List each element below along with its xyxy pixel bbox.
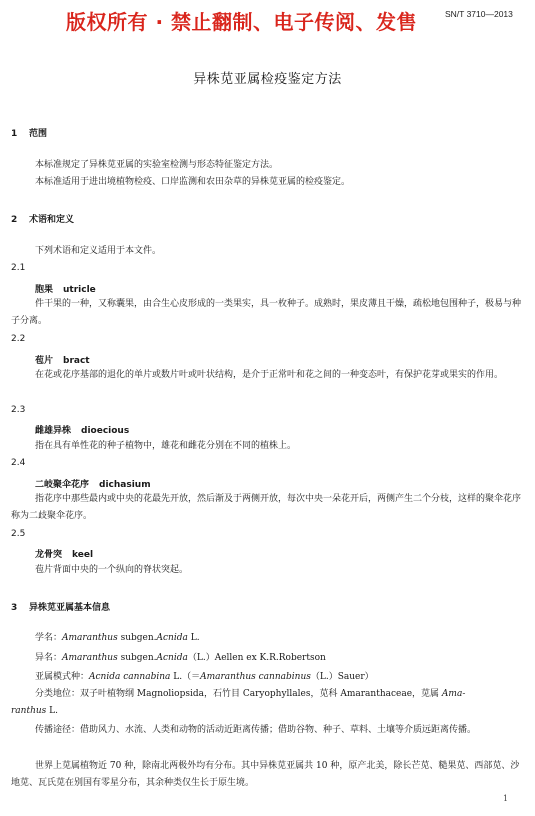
field-label: 学名： xyxy=(35,633,63,643)
genus-name-part-1: Ama- xyxy=(441,689,466,699)
section-2-heading xyxy=(11,212,74,225)
term-chinese: 二岐聚伞花序 xyxy=(35,480,90,490)
term-number: 2.5 xyxy=(11,529,26,539)
term-definition: 指花序中那些最内或中央的花最先开放，然后渐及于两侧开放，每次中央一朵花开后，两侧产生二个分枝，这样的聚伞花序称为二歧聚伞花序。 xyxy=(11,494,522,521)
species-synonym: Amaranthus cannabinus xyxy=(200,672,311,682)
term-chinese: 雌雄异株 xyxy=(35,426,72,436)
term-number: 2.3 xyxy=(11,405,26,415)
species-name: Acnida cannabina xyxy=(89,672,171,682)
term-number: 2.2 xyxy=(11,334,26,344)
term-english: keel xyxy=(72,550,94,560)
term-definition: 苞片背面中央的一个纵向的脊状突起。 xyxy=(35,565,189,575)
terms-intro: 下列术语和定义适用于本文件。 xyxy=(35,246,162,256)
distribution-paragraph: 世界上苋属植物近 70 种，除南北两极外均有分布。其中异株苋亚属共 10 种，原产北美，除长芒苋、糙果苋、西部苋、沙地苋、瓦氏苋在别国有零星分布，其余种类仅生长于原生境。 xyxy=(11,761,520,788)
page-number: 1 xyxy=(503,794,509,803)
rank-text: subgen. xyxy=(117,633,157,643)
standard-number: SN/T 3710—2013 xyxy=(445,9,513,19)
field-label: 异名： xyxy=(35,653,63,663)
term-heading xyxy=(35,547,93,560)
author-text: L. xyxy=(46,705,58,716)
subgenus-name: Acnida xyxy=(156,653,188,663)
term-number: 2.1 xyxy=(11,263,26,273)
genus-name: Amaranthus xyxy=(62,653,118,663)
term-english: dichasium xyxy=(99,480,151,490)
term-english: utricle xyxy=(63,285,96,295)
separator-text: L.（＝ xyxy=(170,672,201,682)
term-definition: 指在具有单性花的种子植物中，雄花和雌花分别在不同的植株上。 xyxy=(35,441,297,451)
rank-text: subgen. xyxy=(117,653,157,663)
transmission-paragraph: 传播途径：借助风力、水流、人类和动物的活动近距离传播；借助谷物、种子、草料、土壤等介质远距离传播。 xyxy=(35,725,477,735)
subgenus-name: Acnida xyxy=(156,633,188,643)
term-heading xyxy=(35,423,129,436)
term-heading xyxy=(35,353,90,366)
section-title: 范围 xyxy=(29,129,48,139)
scope-paragraph-1: 本标准规定了异株苋亚属的实验室检测与形态特征鉴定方法。 xyxy=(35,160,279,170)
term-number: 2.4 xyxy=(11,458,26,468)
term-definition: 在花或花序基部的退化的单片或数片叶或叶状结构，是介于正常叶和花之间的一种变态叶，有保护花芽或果实的作用。 xyxy=(35,370,504,380)
term-english: bract xyxy=(63,356,90,366)
scientific-name-line xyxy=(35,630,525,647)
genus-name-part-2: ranthus xyxy=(11,705,47,716)
section-title: 异株苋亚属基本信息 xyxy=(29,603,111,613)
section-title: 术语和定义 xyxy=(29,215,75,225)
scope-paragraph-2: 本标准适用于进出境植物检疫、口岸监测和农田杂草的异株苋亚属的检疫鉴定。 xyxy=(35,177,351,187)
term-chinese: 苞片 xyxy=(35,356,54,366)
term-definition: 件干果的一种，又称囊果，由合生心皮形成的一类果实，具一枚种子。成熟时，果皮薄且干燥，疏松地包围种子，极易与种子分离。 xyxy=(11,299,522,326)
author-text: L. xyxy=(187,633,200,643)
term-heading xyxy=(35,282,96,295)
author-text: （L.）Aellen ex K.R.Robertson xyxy=(187,653,326,663)
classification-paragraph xyxy=(11,686,525,719)
section-number: 1 xyxy=(11,129,18,139)
synonym-line xyxy=(35,650,525,667)
genus-name: Amaranthus xyxy=(62,633,118,643)
section-3-heading xyxy=(11,600,110,613)
term-english: dioecious xyxy=(81,426,130,436)
term-chinese: 胞果 xyxy=(35,285,54,295)
classification-text: 分类地位：双子叶植物纲 Magnoliopsida，石竹目 Caryophyllales，苋科 Amaranthaceae，苋属 xyxy=(35,689,442,699)
type-species-line xyxy=(35,669,525,686)
term-heading xyxy=(35,477,151,490)
field-label: 亚属模式种： xyxy=(35,672,90,682)
section-number: 3 xyxy=(11,603,18,613)
section-1-heading xyxy=(11,126,47,139)
copyright-watermark: 版权所有 · 禁止翻制、电子传阅、发售 xyxy=(66,10,418,34)
document-title: 异株苋亚属检疫鉴定方法 xyxy=(193,72,342,87)
section-number: 2 xyxy=(11,215,18,225)
term-chinese: 龙骨突 xyxy=(35,550,63,560)
author-text: （L.）Sauer） xyxy=(310,672,374,682)
